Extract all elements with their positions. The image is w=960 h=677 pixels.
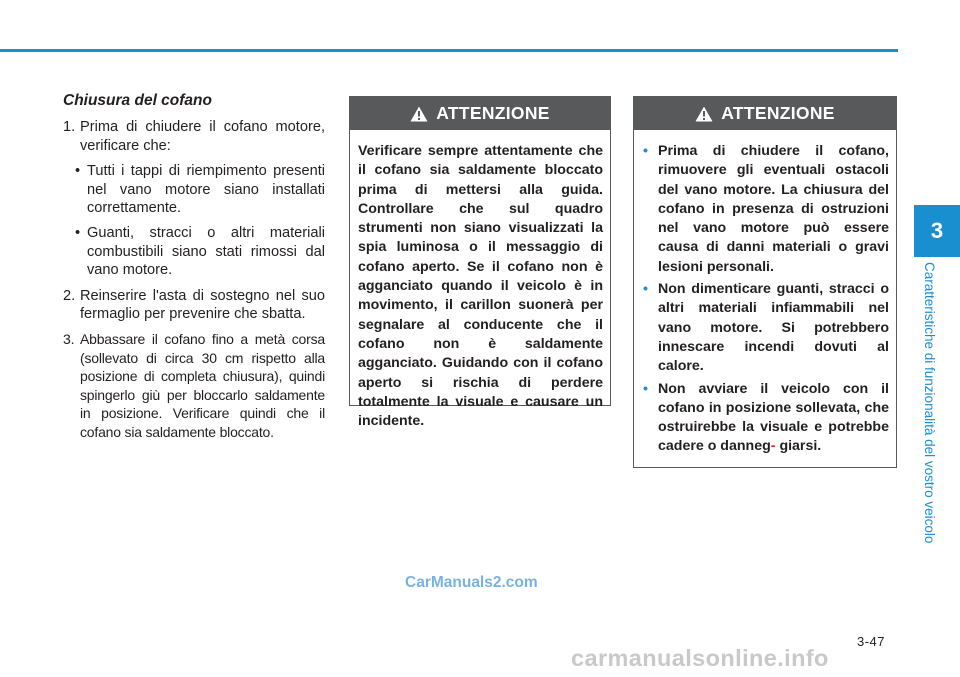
warning-list <box>634 130 896 470</box>
warning-bullet <box>642 142 889 277</box>
bullet-dot: • <box>643 143 648 159</box>
warning-bullet <box>642 280 889 376</box>
warning-box-obstructions <box>633 96 897 468</box>
watermark-link[interactable]: CarManuals2.com <box>405 574 538 591</box>
top-rule <box>0 49 898 52</box>
page-number: 3-47 <box>857 634 886 649</box>
bullet-dot: • <box>75 225 81 242</box>
chapter-title: Caratteristiche di funzionalità del vostro veicolo <box>922 262 937 544</box>
left-column <box>63 92 325 448</box>
warning-text: Verificare sempre attentamente che il cofano sia saldamente bloccato prima di mettersi alla guida. Controllare che sul quadro strumenti non siano visualizzati la spia luminosa o il messaggio di cofano aperto. Se il cofano non è agganciato quando il veicolo è in movimento, il carillon suonerà per segnalare al conducente che il cofano non è saldamente agganciato. Guidando con il cofano aperto si rischia di perdere totalmente la visuale e causare un incidente. <box>358 143 603 430</box>
bullet-dot: • <box>643 281 648 298</box>
bullet-caps <box>63 162 325 217</box>
warning-box-hood-latch <box>349 96 611 430</box>
step-3 <box>63 330 325 440</box>
bullet-dot: • <box>643 380 648 397</box>
step-number: 2. <box>63 287 76 304</box>
chapter-number-tab: 3 <box>914 205 960 257</box>
bullet-text: Guanti, stracci o altri materiali combustibili siano stati rimossi dal vano motore. <box>87 225 325 279</box>
step-1 <box>63 118 325 155</box>
step-text: Reinserire l'asta di sostegno nel suo fermaglio per prevenire che sbatta. <box>80 287 325 323</box>
step-text: Abbassare il cofano fino a metà corsa (sollevato di circa 30 cm rispetto alla posizione di completa chiusura), quindi spingerlo giù per bloccarlo saldamente in posizione. Verificare quindi che il cofano sia saldamente bloccato. <box>80 331 325 440</box>
bullet-text: Non avviare il veicolo con il cofano in posizione sollevata, che ostruirebbe la visuale e potrebbe cadere o danneg <box>658 380 889 455</box>
step-number: 1. <box>63 119 76 136</box>
warning-header <box>350 97 610 130</box>
bullet-text: Non dimenticare guanti, stracci o altri materiali infiammabili nel vano motore. Si potrebbero innescare incendi dovuti al calore. <box>658 281 889 375</box>
bullet-text: Tutti i tappi di riempimento presenti nel vano motore siano installati correttamente. <box>87 163 325 217</box>
warning-triangle-icon <box>410 106 428 122</box>
bullet-dot: • <box>75 163 81 180</box>
footer-watermark: carmanualsonline.info <box>571 645 829 671</box>
step-number: 3. <box>63 331 75 348</box>
bullet-text-end: giarsi. <box>779 438 822 455</box>
warning-title: ATTENZIONE <box>721 103 835 123</box>
step-text: Prima di chiudere il cofano motore, verificare che: <box>80 119 325 154</box>
section-heading: Chiusura del cofano <box>63 92 212 109</box>
bullet-materials <box>63 224 325 279</box>
warning-header <box>634 97 896 130</box>
warning-triangle-icon <box>695 106 713 122</box>
hyphen-mark: - <box>770 438 776 455</box>
warning-title: ATTENZIONE <box>436 103 550 123</box>
bullet-text: Prima di chiudere il cofano, rimuovere gli eventuali ostacoli del vano motore. La chiusura del cofano in presenza di ostruzioni nel vano motore può essere causa di danni materiali o gravi lesioni personali. <box>658 143 889 275</box>
warning-bullet <box>642 380 889 457</box>
step-2 <box>63 287 325 324</box>
